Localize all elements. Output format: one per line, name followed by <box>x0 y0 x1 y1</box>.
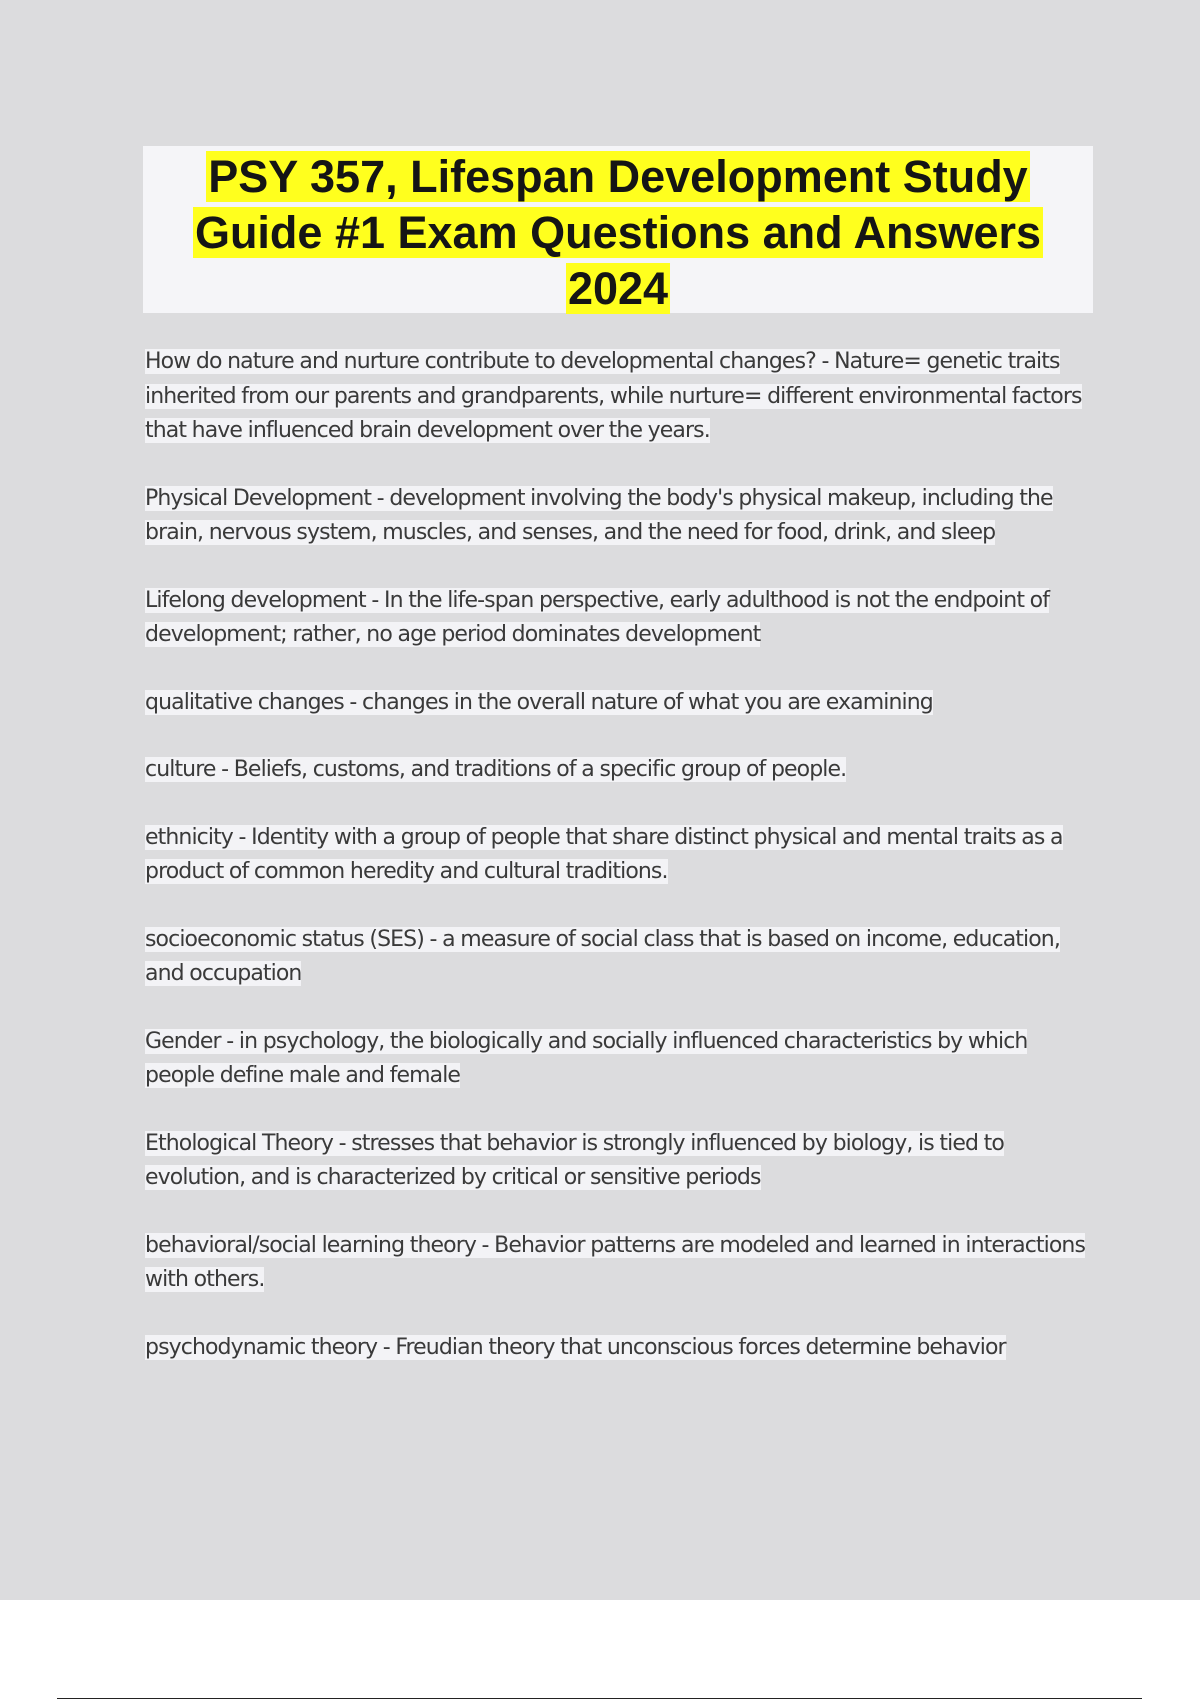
qa-list <box>145 345 1095 1398</box>
qa-entry-text: ethnicity - Identity with a group of people that share distinct physical and mental traits as a product of common heredity and cultural traditions. <box>145 824 1063 884</box>
page-divider <box>57 1698 1142 1699</box>
qa-entry-text: socioeconomic status (SES) - a measure of social class that is based on income, education, and occupation <box>145 926 1060 986</box>
title-line-1: PSY 357, Lifespan Development Study <box>208 151 1028 202</box>
qa-entry-text: Ethological Theory - stresses that behavior is strongly influenced by biology, is tied to evolution, and is characterized by critical or sensitive periods <box>145 1130 1004 1190</box>
qa-entry-qualitative-changes <box>145 686 1095 721</box>
qa-entry-psychodynamic-theory <box>145 1331 1095 1366</box>
qa-entry-social-learning-theory <box>145 1229 1095 1298</box>
qa-entry-gender <box>145 1025 1095 1094</box>
qa-entry-ethnicity <box>145 821 1095 890</box>
qa-entry-ethological-theory <box>145 1127 1095 1196</box>
qa-entry-physical-development <box>145 482 1095 551</box>
title-line-2: Guide #1 Exam Questions and Answers <box>194 207 1042 258</box>
qa-entry-text: How do nature and nurture contribute to developmental changes? - Nature= genetic traits inherited from our parents and grandparents, while nurture= different environmental factors that have influenced brain development over the years. <box>145 349 1082 443</box>
qa-entry-text: Lifelong development - In the life-span perspective, early adulthood is not the endpoint of development; rather, no age period dominates development <box>145 587 1050 647</box>
document-title <box>143 146 1093 317</box>
qa-entry-text: behavioral/social learning theory - Behavior patterns are modeled and learned in interactions with others. <box>145 1232 1086 1292</box>
title-box <box>143 146 1093 313</box>
qa-entry-ses <box>145 923 1095 992</box>
qa-entry-nature-nurture <box>145 345 1095 449</box>
qa-entry-text: Physical Development - development involving the body's physical makeup, including the brain, nervous system, muscles, and senses, and the need for food, drink, and sleep <box>145 485 1053 545</box>
qa-entry-lifelong-development <box>145 584 1095 653</box>
title-line-3: 2024 <box>567 263 669 314</box>
qa-entry-culture <box>145 753 1095 788</box>
qa-entry-text: Gender - in psychology, the biologically and socially influenced characteristics by which people define male and female <box>145 1028 1028 1088</box>
qa-entry-text: culture - Beliefs, customs, and traditions of a specific group of people. <box>145 757 847 782</box>
qa-entry-text: qualitative changes - changes in the overall nature of what you are examining <box>145 689 933 715</box>
qa-entry-text: psychodynamic theory - Freudian theory that unconscious forces determine behavior <box>145 1334 1006 1360</box>
